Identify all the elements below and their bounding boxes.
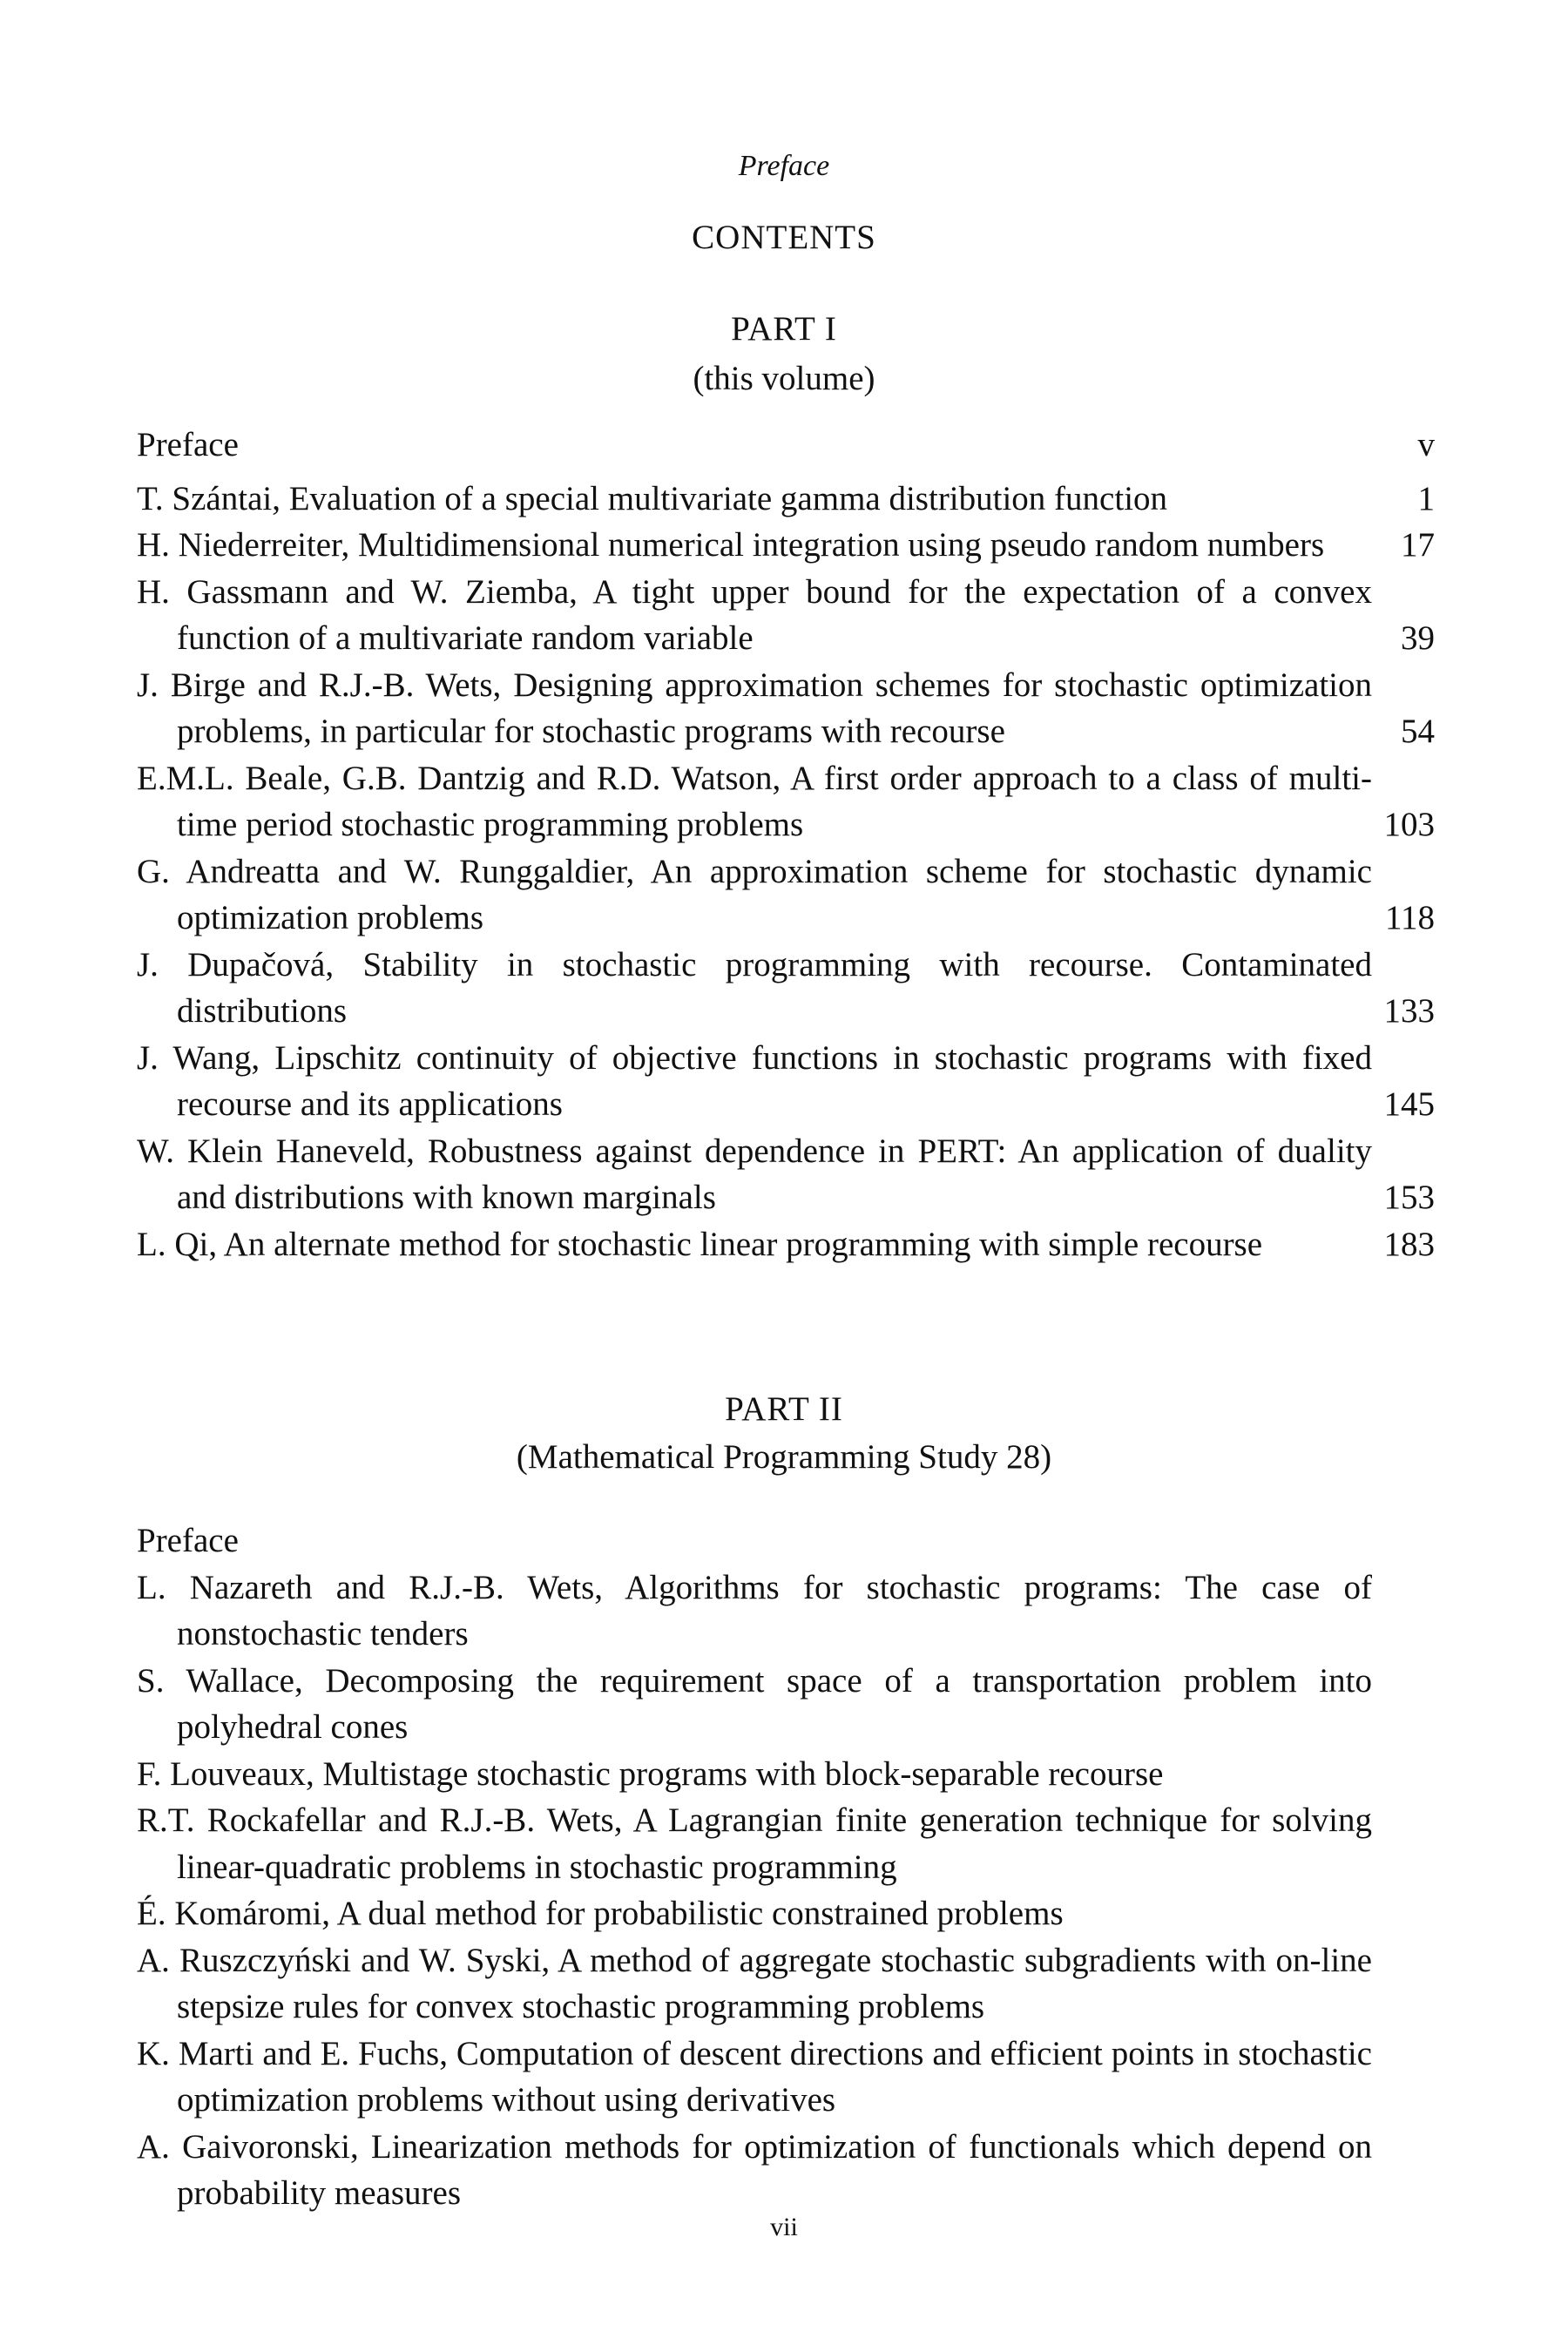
toc-entry [137,1937,1435,2031]
part-1-entries [137,422,1435,1267]
toc-entry-text: J. Wang, Lipschitz continuity of objective functions in stochastic programs with fixed recourse and its applications [137,1038,1372,1123]
toc-entry-page: 153 [1383,1179,1435,1216]
toc-entry-text: L. Qi, An alternate method for stochastic linear programming with simple recourse [137,1225,1263,1263]
toc-entry-page: 103 [1383,806,1435,843]
toc-entry [137,1128,1435,1221]
toc-entry [137,755,1435,848]
toc-entry [137,1751,1435,1798]
toc-entry-page: 145 [1383,1085,1435,1123]
toc-entry-page: 17 [1401,526,1435,564]
toc-entry [137,1797,1435,1890]
toc-entry-text: A. Ruszczyński and W. Syski, A method of aggregate stochastic subgradients with on-line stepsize rules for convex stochastic programming problems [137,1941,1372,2025]
contents-title: CONTENTS [692,219,876,256]
toc-entry [137,1890,1435,1937]
toc-entry-text: A. Gaivoronski, Linearization methods for optimization of functionals which depend on probability measures [137,2127,1372,2212]
toc-entry-page: 54 [1401,713,1435,750]
toc-entry [137,1035,1435,1128]
toc-entry [137,1658,1435,1751]
running-head: Preface [738,150,830,182]
part-2-heading: PART II [725,1390,843,1428]
toc-entry-page: 1 [1417,479,1435,517]
toc-entry-text: K. Marti and E. Fuchs, Computation of descent directions and efficient points in stochastic optimization problems without using derivatives [137,2034,1372,2119]
toc-entry-text: J. Birge and R.J.-B. Wets, Designing approximation schemes for stochastic optimization problems, in particular for stochastic programs with recourse [137,666,1372,750]
toc-entry-page: 118 [1384,899,1435,936]
toc-entry-page: 183 [1383,1225,1435,1263]
toc-entry [137,848,1435,942]
toc-entry [137,1517,1435,1565]
toc-entry-text: Preface [137,1522,239,1559]
toc-entry-text: E.M.L. Beale, G.B. Dantzig and R.D. Watson, A first order approach to a class of multi-time period stochastic programming problems [137,759,1372,843]
toc-entry-page: 133 [1383,992,1435,1030]
toc-entry [137,2031,1435,2124]
toc-entry-text: S. Wallace, Decomposing the requirement space of a transportation problem into polyhedral cones [137,1661,1372,1746]
toc-entry [137,422,1435,469]
toc-entry-text: F. Louveaux, Multistage stochastic programs with block-separable recourse [137,1754,1164,1793]
toc-entry-text: H. Gassmann and W. Ziemba, A tight upper bound for the expectation of a convex function of a multivariate random variable [137,572,1372,657]
toc-entry [137,1221,1435,1268]
toc-entry [137,569,1435,662]
toc-entry-page: 39 [1401,619,1435,657]
toc-entry-text: R.T. Rockafellar and R.J.-B. Wets, A Lagrangian finite generation technique for solving linear-quadratic problems in stochastic programming [137,1801,1372,1886]
toc-entry-text: T. Szántai, Evaluation of a special multivariate gamma distribution function [137,479,1168,517]
toc-entry [137,942,1435,1035]
toc-entry-page: v [1417,426,1435,463]
toc-entry [137,662,1435,755]
toc-entry-text: L. Nazareth and R.J.-B. Wets, Algorithms for stochastic programs: The case of nonstochastic tenders [137,1568,1372,1652]
toc-entry-text: Preface [137,426,239,463]
toc-entry [137,1565,1435,1658]
toc-entry-text: É. Komáromi, A dual method for probabilistic constrained problems [137,1895,1064,1932]
toc-entry-text: J. Dupačová, Stability in stochastic programming with recourse. Contaminated distributions [137,945,1372,1030]
toc-entry-text: W. Klein Haneveld, Robustness against dependence in PERT: An application of duality and distributions with known marginals [137,1132,1372,1216]
part-1-subtitle: (this volume) [693,360,875,397]
part-2-entries [137,1517,1435,2217]
toc-entry [137,2124,1435,2217]
toc-entry [137,476,1435,523]
toc-entry-text: H. Niederreiter, Multidimensional numerical integration using pseudo random numbers [137,526,1325,564]
part-2-subtitle: (Mathematical Programming Study 28) [516,1438,1052,1476]
toc-entry-text: G. Andreatta and W. Runggaldier, An approximation scheme for stochastic dynamic optimization problems [137,852,1372,936]
part-1-heading: PART I [731,310,837,348]
toc-entry [137,522,1435,569]
page-number: vii [770,2213,798,2241]
